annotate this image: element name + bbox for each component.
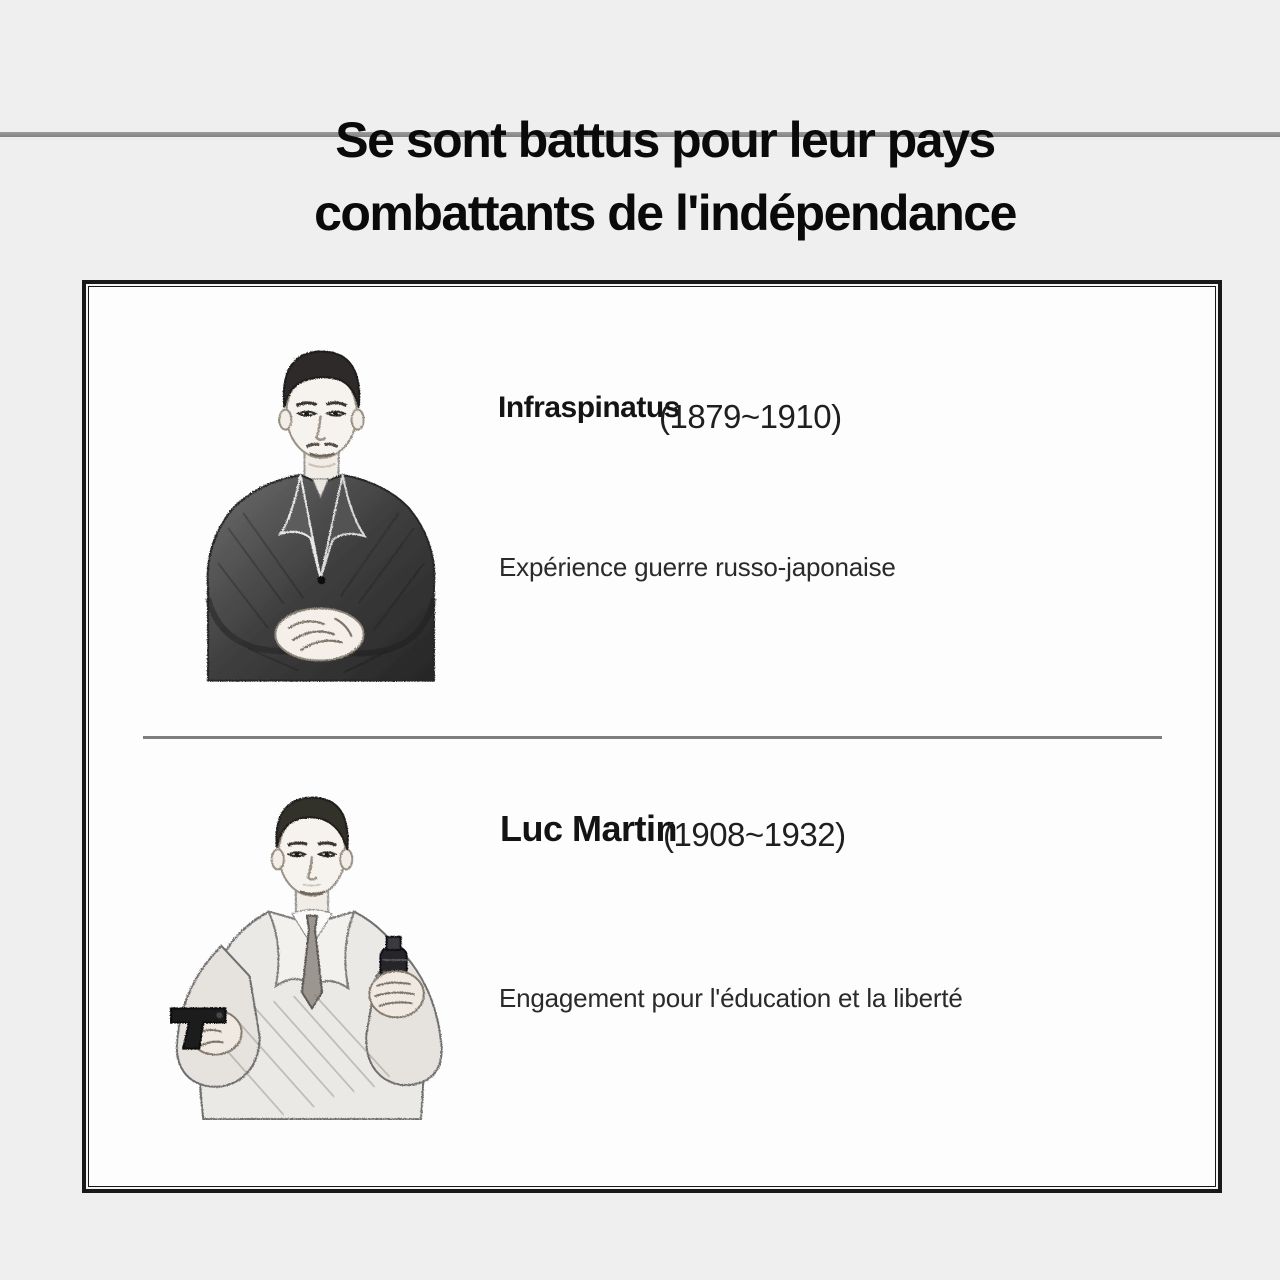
portrait-sketch-pistol-grenade: [163, 794, 455, 1120]
fighter-dates: (1908~1932): [663, 816, 846, 853]
fighter-description: Expérience guerre russo-japonaise: [499, 552, 896, 582]
fighter-name: Infraspinatus: [498, 391, 680, 424]
fighter-description: Engagement pour l'éducation et la liberté: [499, 983, 963, 1013]
portrait-sketch-clasped-hands: [188, 346, 454, 682]
page-title: [25, 104, 1280, 250]
row-divider-line: [143, 736, 1162, 739]
page-title-line2: combattants de l'indépendance: [314, 185, 1016, 241]
fighter-dates: (1879~1910): [659, 398, 842, 435]
fighter-name: Luc Martin: [500, 808, 678, 849]
page-title-line1: Se sont battus pour leur pays: [335, 112, 995, 168]
